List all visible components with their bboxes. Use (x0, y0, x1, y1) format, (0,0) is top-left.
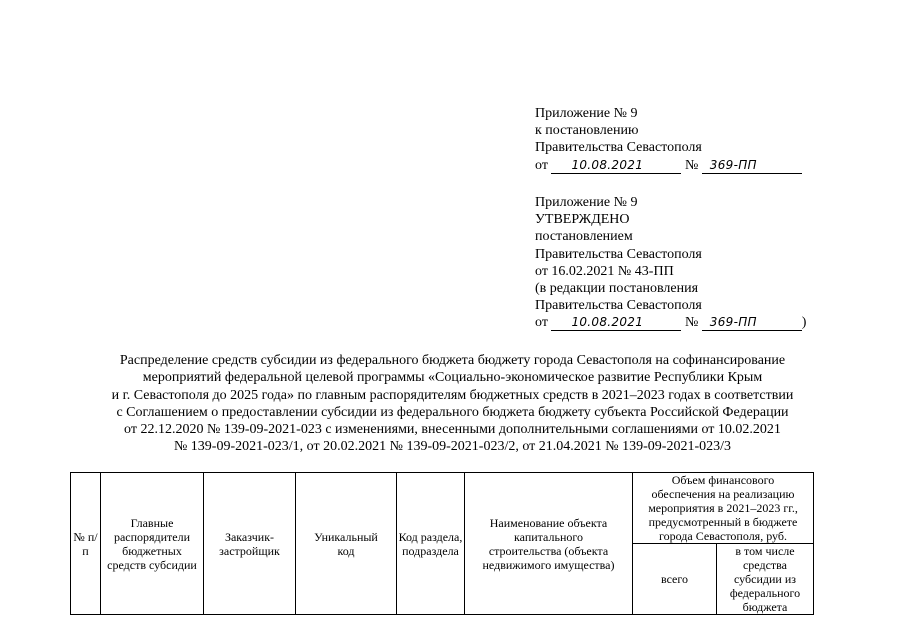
annex2-line2: УТВЕРЖДЕНО (535, 212, 630, 228)
annex2-date-field (551, 314, 681, 331)
header-customer: Заказчик-застройщик (204, 473, 296, 615)
title-line: мероприятий федеральной целевой программы «Социально-экономическое развитие Республики Крым (142, 370, 763, 386)
annex1-date-field (551, 157, 681, 174)
header-object-name: Наименование объекта капитального строительства (объекта недвижимого имущества) (465, 473, 633, 615)
annex1-number: 369-ПП (709, 157, 757, 172)
title-line: Распределение средств субсидии из федерального бюджета бюджету города Севастополя на софинансирование (119, 353, 786, 368)
header-section-code: Код раздела, подраздела (397, 473, 465, 615)
annex1-from: от (535, 157, 548, 173)
annex2-line5: от 16.02.2021 № 43-ПП (535, 263, 674, 279)
annex1-num-sign: № (684, 157, 699, 173)
header-managers: Главные распорядители бюджетных средств субсидии (101, 473, 204, 615)
header-unique-code: Уникальный код (296, 473, 397, 615)
annex2-line1: Приложение № 9 (535, 195, 638, 210)
annex2-line7: Правительства Севастополя (535, 298, 702, 314)
header-total: всего (633, 544, 717, 615)
annex2-date-line (535, 314, 806, 331)
annex2-from: от (535, 315, 548, 331)
annex2-line3: постановлением (535, 229, 633, 245)
annex2-num-sign: № (684, 315, 699, 331)
annex2-line4: Правительства Севастополя (535, 246, 702, 262)
header-funding: Объем финансового обеспечения на реализацию мероприятия в 2021–2023 гг., предусмотренный в бюджете города Севастополя, руб. (633, 473, 814, 544)
annex2-line6: (в редакции постановления (535, 281, 699, 297)
annex1-date-line (535, 157, 802, 174)
title-line: от 22.12.2020 № 139-09-2021-023 с изменениями, внесенными дополнительными соглашениями от 10.02.2021 (124, 422, 781, 438)
annex2-number: 369-ПП (709, 315, 757, 330)
annex-block-1 (535, 105, 802, 174)
title-line: № 139-09-2021-023/1, от 20.02.2021 № 139-09-2021-023/2, от 21.04.2021 № 139-09-2021-023/3 (173, 439, 732, 455)
annex2-date: 10.08.2021 (571, 315, 644, 330)
annex1-line2: к постановлению (535, 123, 639, 139)
distribution-table (70, 472, 814, 615)
header-federal-share: в том числе средства субсидии из федерального бюджета (717, 544, 814, 615)
annex2-number-field (702, 314, 802, 331)
title-line: с Соглашением о предоставлении субсидии из федерального бюджета бюджету субъекта Российской Федерации (116, 404, 789, 420)
annex2-close-paren: ) (801, 315, 807, 331)
title-line: и г. Севастополя до 2025 года» по главным распорядителям бюджетных средств в 2021–2023 годах в соответствии (111, 387, 794, 403)
annex1-line1: Приложение № 9 (535, 106, 638, 121)
annex1-line3: Правительства Севастополя (535, 140, 702, 156)
header-num: № п/п (71, 473, 101, 615)
annex1-number-field (702, 157, 802, 174)
annex1-date: 10.08.2021 (571, 157, 644, 172)
document-title (60, 352, 845, 456)
annex-block-2 (535, 194, 806, 332)
